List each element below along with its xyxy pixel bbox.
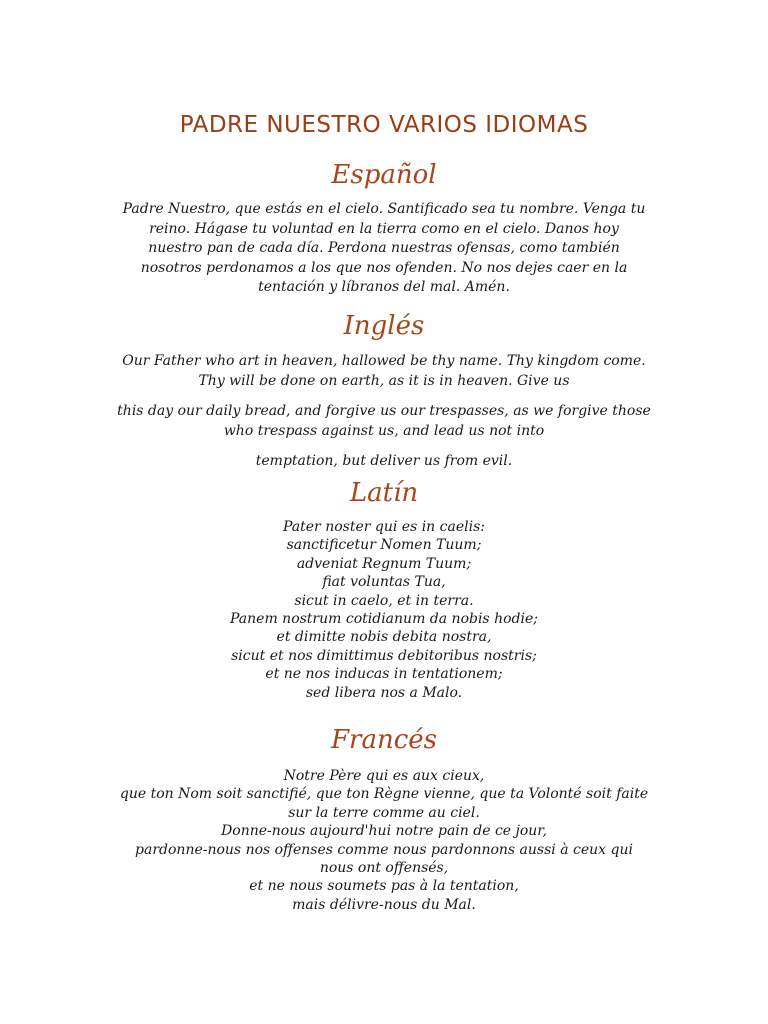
text-line: adveniat Regnum Tuum; [296,555,472,572]
text-line: fiat voluntas Tua, [322,574,446,591]
prayer-frances [0,767,768,914]
text-line: nuestro pan de cada día. Perdona nuestras ofensas, como también [148,240,620,256]
page-title: PADRE NUESTRO VARIOS IDIOMAS [179,112,589,138]
text-line: sanctificetur Nomen Tuum; [286,537,482,554]
heading-espanol: Español [331,160,437,190]
prayer-ingles [0,352,768,472]
text-line: Notre Père qui es aux cieux, [283,768,485,784]
text-line: mais délivre-nous du Mal. [292,896,476,913]
text-line: who trespass against us, and lead us not into [223,422,545,439]
text-line: sicut et nos dimittimus debitoribus nostris; [231,647,537,664]
text-line: et dimitte nobis debita nostra, [276,629,492,646]
text-line: et ne nos inducas in tentationem; [265,666,503,683]
text-line: Pater noster qui es in caelis: [283,519,485,535]
text-line: tentación y líbranos del mal. Amén. [258,279,510,295]
heading-frances: Francés [330,725,437,755]
text-line: nous ont offensés, [319,860,449,877]
prayer-espanol [0,200,768,298]
text-line: reino. Hágase tu voluntad en la tierra como en el cielo. Danos hoy [149,220,619,237]
text-line: nosotros perdonamos a los que nos ofenden. No nos dejes caer en la [140,259,628,276]
text-line: Our Father who art in heaven, hallowed be thy name. Thy kingdom come. [122,353,646,369]
text-line: sicut in caelo, et in terra. [294,592,474,609]
text-line: sur la terre comme au ciel. [288,804,480,821]
text-line: temptation, but deliver us from evil. [255,453,513,469]
text-line: Panem nostrum cotidianum da nobis hodie; [230,611,538,628]
heading-ingles: Inglés [343,311,425,341]
heading-latin: Latín [349,478,419,508]
prayer-latin [0,518,768,702]
text-line: Donne-nous aujourd'hui notre pain de ce jour, [221,823,547,840]
text-line: pardonne-nous nos offenses comme nous pardonnons aussi à ceux qui [135,841,633,858]
text-line: Thy will be done on earth, as it is in heaven. Give us [198,372,570,389]
text-line: this day our daily bread, and forgive us our trespasses, as we forgive those [117,403,651,419]
text-line: que ton Nom soit sanctifié, que ton Règne vienne, que ta Volonté soit faite [119,786,649,803]
text-line: sed libera nos a Malo. [305,684,463,701]
text-line: et ne nous soumets pas à la tentation, [249,878,519,895]
text-line: Padre Nuestro, que estás en el cielo. Santificado sea tu nombre. Venga tu [122,201,646,217]
